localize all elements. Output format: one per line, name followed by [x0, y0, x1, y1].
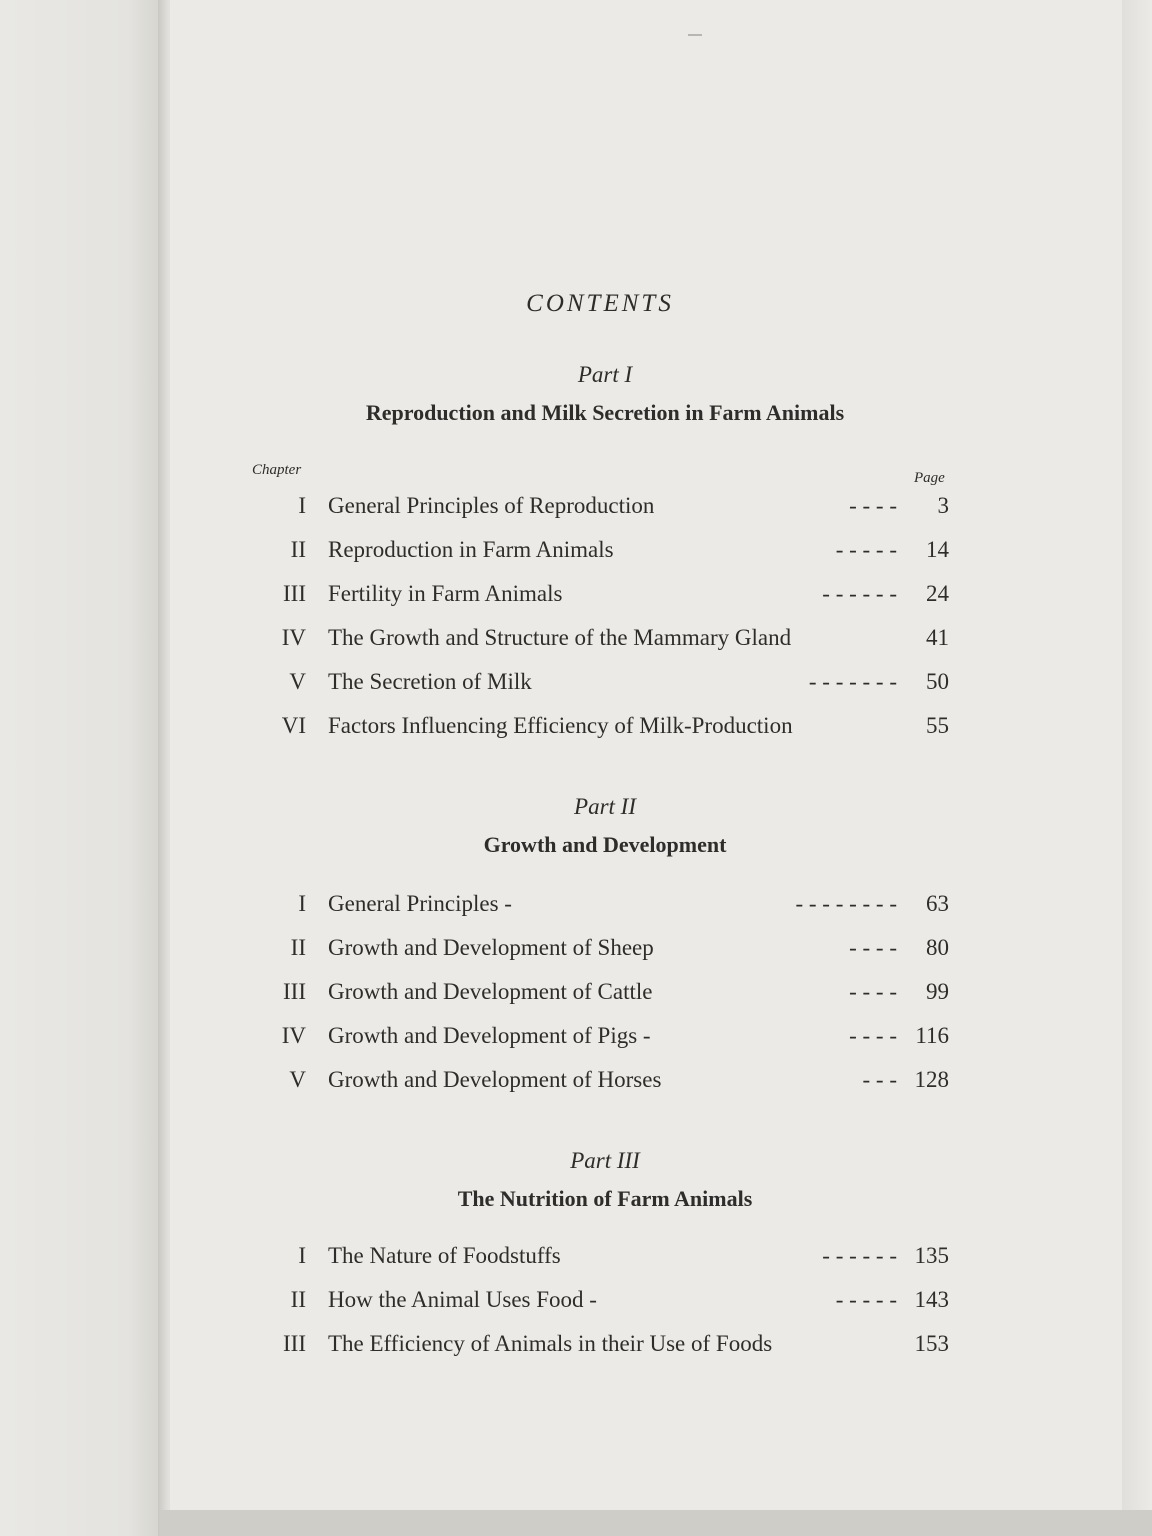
- dot-leader: - - -: [862, 1067, 897, 1092]
- chapter-number: III: [283, 979, 306, 1004]
- page-number: 80: [926, 935, 949, 960]
- toc-entry[interactable]: [250, 1014, 955, 1058]
- dot-leader: - - - - -: [835, 537, 897, 562]
- toc-entry[interactable]: [250, 882, 955, 926]
- dot-leader: - - - -: [849, 979, 897, 1004]
- page-number: 116: [915, 1023, 949, 1048]
- chapter-title: Growth and Development of Horses: [328, 1067, 662, 1092]
- toc-entry[interactable]: [250, 616, 955, 660]
- part-title: Growth and Development: [483, 832, 727, 857]
- part-title: Reproduction and Milk Secretion in Farm Animals: [365, 400, 845, 425]
- chapter-title: Reproduction in Farm Animals: [328, 537, 614, 562]
- bottom-edge: [160, 1510, 1152, 1536]
- chapter-number: IV: [281, 625, 306, 650]
- chapter-title: Factors Influencing Efficiency of Milk-Production: [328, 713, 793, 738]
- chapter-number: V: [289, 1067, 306, 1092]
- page-number: 41: [926, 625, 949, 650]
- chapter-number: IV: [281, 1023, 306, 1048]
- chapter-title: The Secretion of Milk: [328, 669, 532, 694]
- chapter-title: Fertility in Farm Animals: [328, 581, 563, 606]
- dot-leader: - - - - - -: [822, 1243, 897, 1268]
- chapter-number: II: [290, 935, 306, 960]
- toc-entry[interactable]: [250, 1234, 955, 1278]
- dot-leader: - - - - - - - -: [795, 891, 897, 916]
- dot-leader: - - - -: [849, 493, 897, 518]
- page-number: 99: [926, 979, 949, 1004]
- dot-leader: - - - - - - -: [808, 669, 897, 694]
- chapter-number: I: [298, 1243, 306, 1268]
- part-label: Part I: [577, 362, 633, 387]
- page-mark: [688, 34, 702, 36]
- chapter-number: I: [298, 891, 306, 916]
- toc-entry[interactable]: [250, 970, 955, 1014]
- chapter-number: I: [298, 493, 306, 518]
- dot-leader: - - - - - -: [822, 581, 897, 606]
- dot-leader: - - - -: [849, 935, 897, 960]
- part-label: Part II: [574, 794, 636, 819]
- chapter-column-header: Chapter: [252, 462, 302, 478]
- page-number: 143: [914, 1287, 949, 1312]
- page-number: 63: [926, 891, 949, 916]
- chapter-title: How the Animal Uses Food -: [328, 1287, 597, 1312]
- toc-list: [250, 484, 955, 748]
- page-number: 128: [914, 1067, 949, 1092]
- toc-entry[interactable]: [250, 484, 955, 528]
- toc-entry[interactable]: [250, 528, 955, 572]
- toc-list: [250, 1234, 955, 1366]
- toc-entry[interactable]: [250, 1278, 955, 1322]
- chapter-title: General Principles of Reproduction: [328, 493, 655, 518]
- page-number: 14: [926, 537, 949, 562]
- page-number: 3: [937, 493, 949, 518]
- toc-entry[interactable]: [250, 704, 955, 748]
- chapter-title: Growth and Development of Cattle: [328, 979, 653, 1004]
- toc-list: [250, 882, 955, 1102]
- chapter-number: II: [290, 537, 306, 562]
- chapter-number: VI: [281, 713, 306, 738]
- toc-entry[interactable]: [250, 572, 955, 616]
- chapter-number: III: [283, 1331, 306, 1356]
- part-label: Part III: [570, 1148, 640, 1173]
- toc-entry[interactable]: [250, 660, 955, 704]
- page-column-header: Page: [914, 470, 945, 486]
- toc-entry[interactable]: [250, 1322, 955, 1366]
- chapter-title: Growth and Development of Sheep: [328, 935, 654, 960]
- chapter-title: The Nature of Foodstuffs: [328, 1243, 561, 1268]
- chapter-title: Growth and Development of Pigs -: [328, 1023, 651, 1048]
- dot-leader: - - - -: [849, 1023, 897, 1048]
- chapter-number: III: [283, 581, 306, 606]
- chapter-title: The Growth and Structure of the Mammary Gland: [328, 625, 792, 650]
- page-number: 55: [926, 713, 949, 738]
- page-number: 50: [926, 669, 949, 694]
- toc-entry[interactable]: [250, 1058, 955, 1102]
- chapter-number: V: [289, 669, 306, 694]
- toc-entry[interactable]: [250, 926, 955, 970]
- page-number: 135: [914, 1243, 949, 1268]
- left-page: [0, 0, 160, 1536]
- page-edge: [1122, 0, 1152, 1512]
- chapter-title: The Efficiency of Animals in their Use of Foods: [328, 1331, 773, 1356]
- chapter-number: II: [290, 1287, 306, 1312]
- dot-leader: - - - - -: [835, 1287, 897, 1312]
- contents-heading: CONTENTS: [526, 290, 674, 317]
- part-title: The Nutrition of Farm Animals: [457, 1186, 753, 1211]
- chapter-title: General Principles -: [328, 891, 512, 916]
- page-number: 24: [926, 581, 949, 606]
- page-number: 153: [914, 1331, 949, 1356]
